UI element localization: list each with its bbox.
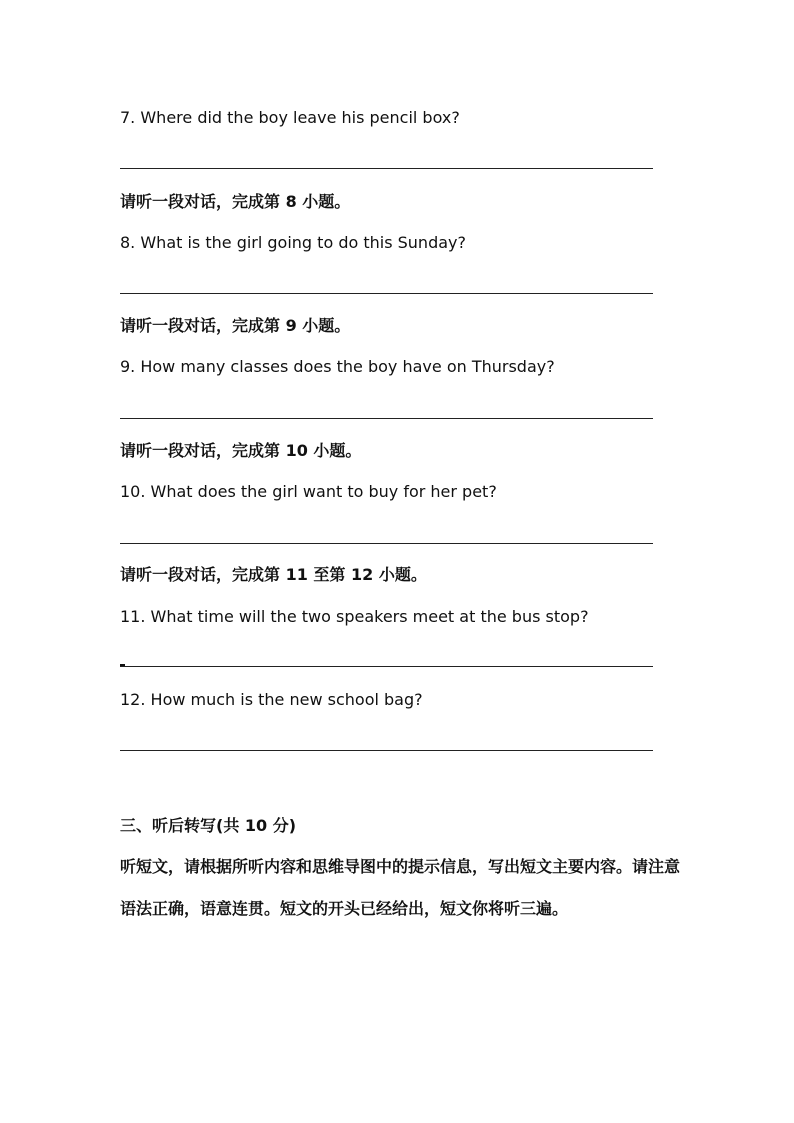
answer-line-12[interactable]	[120, 750, 653, 751]
question-9: 9. How many classes does the boy have on Thursday?	[120, 357, 555, 376]
answer-line-11[interactable]	[120, 666, 653, 667]
answer-line-8[interactable]	[120, 293, 653, 294]
question-7: 7. Where did the boy leave his pencil box?	[120, 108, 460, 127]
instruction-q11-12: 请听一段对话，完成第 11 至第 12 小题。	[120, 565, 427, 584]
question-11: 11. What time will the two speakers meet at the bus stop?	[120, 607, 589, 626]
question-10: 10. What does the girl want to buy for her pet?	[120, 482, 497, 501]
answer-line-10[interactable]	[120, 543, 653, 544]
instruction-q8: 请听一段对话，完成第 8 小题。	[120, 192, 351, 211]
section-3-instruction-line-2: 语法正确，语意连贯。短文的开头已经给出，短文你将听三遍。	[120, 899, 569, 918]
instruction-q10: 请听一段对话，完成第 10 小题。	[120, 441, 362, 460]
section-3-heading: 三、听后转写(共 10 分)	[120, 816, 297, 835]
answer-line-7[interactable]	[120, 168, 653, 169]
section-3-instruction-line-1: 听短文，请根据所听内容和思维导图中的提示信息，写出短文主要内容。请注意	[120, 857, 681, 876]
instruction-q9: 请听一段对话，完成第 9 小题。	[120, 316, 351, 335]
question-12: 12. How much is the new school bag?	[120, 690, 423, 709]
answer-line-9[interactable]	[120, 418, 653, 419]
question-8: 8. What is the girl going to do this Sunday?	[120, 233, 466, 252]
